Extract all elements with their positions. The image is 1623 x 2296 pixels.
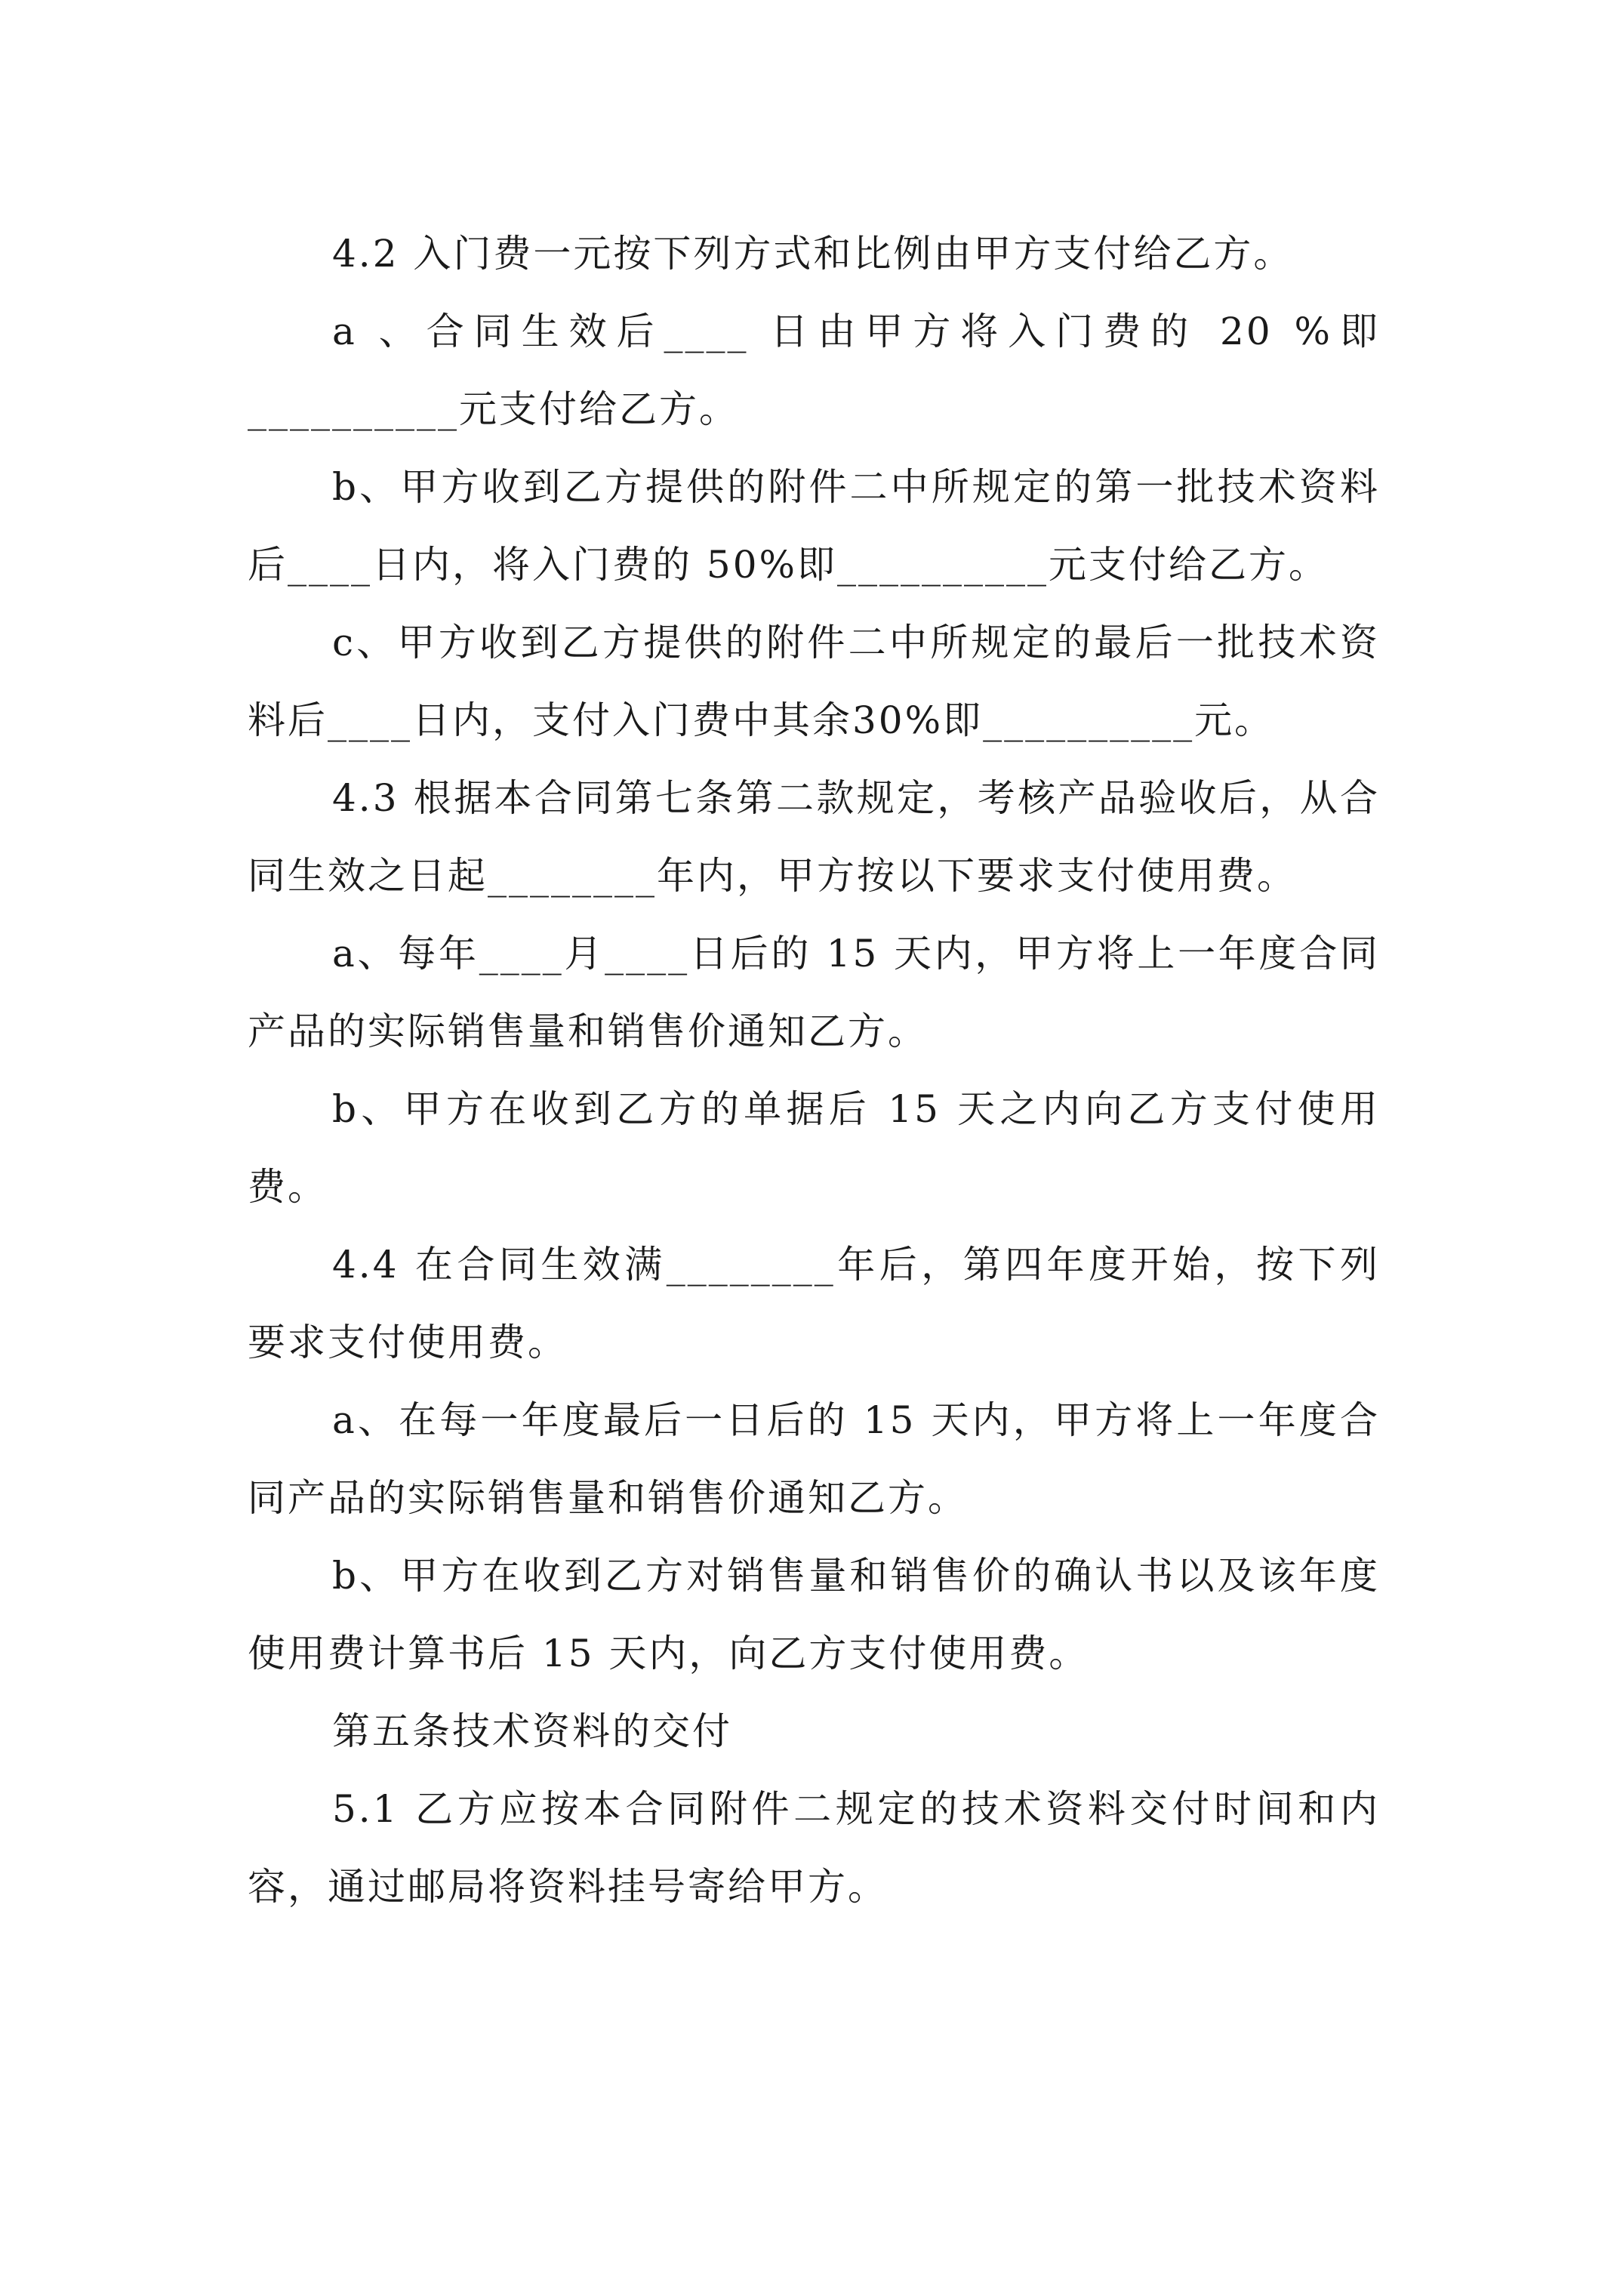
paragraph-4-2-c: c、甲方收到乙方提供的附件二中所规定的最后一批技术资料后____日内，支付入门费中其余30%即__________元。 bbox=[248, 621, 1380, 742]
paragraph-4-3-b: b、甲方在收到乙方的单据后 15 天之内向乙方支付使用费。 bbox=[248, 1087, 1380, 1209]
paragraph-4-2-a: a 、合同生效后____ 日由甲方将入门费的 20 %即__________元支付给乙方。 bbox=[248, 310, 1380, 431]
paragraph-4-2: 4.2 入门费一元按下列方式和比例由甲方支付给乙方。 bbox=[332, 232, 1294, 276]
paragraph-4-4-b: b、甲方在收到乙方对销售量和销售价的确认书以及该年度使用费计算书后 15 天内，向乙方支付使用费。 bbox=[248, 1554, 1380, 1675]
paragraph-4-4-a: a、在每一年度最后一日后的 15 天内，甲方将上一年度合同产品的实际销售量和销售价通知乙方。 bbox=[248, 1398, 1380, 1520]
paragraph-4-3: 4.3 根据本合同第七条第二款规定，考核产品验收后，从合同生效之日起________年内，甲方按以下要求支付使用费。 bbox=[248, 776, 1380, 898]
document-body bbox=[248, 215, 1380, 1926]
paragraph-4-3-a: a、每年____月____日后的 15 天内，甲方将上一年度合同产品的实际销售量和销售价通知乙方。 bbox=[248, 932, 1380, 1053]
paragraph-4-2-b: b、甲方收到乙方提供的附件二中所规定的第一批技术资料后____日内，将入门费的 50%即__________元支付给乙方。 bbox=[248, 465, 1380, 587]
paragraph-5-1: 5.1 乙方应按本合同附件二规定的技术资料交付时间和内容，通过邮局将资料挂号寄给甲方。 bbox=[248, 1787, 1380, 1909]
section-heading-5: 第五条技术资料的交付 bbox=[332, 1709, 732, 1753]
paragraph-4-4: 4.4 在合同生效满________年后，第四年度开始，按下列要求支付使用费。 bbox=[248, 1243, 1380, 1364]
